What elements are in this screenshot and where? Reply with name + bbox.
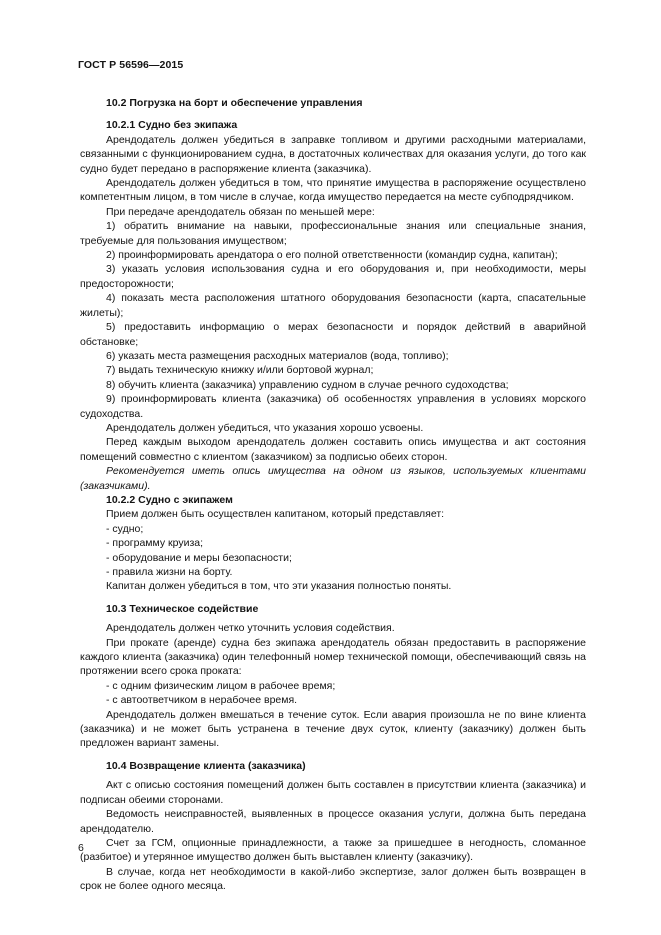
paragraph: Прием должен быть осуществлен капитаном, который представляет: [106,508,445,521]
paragraph: 6) указать места размещения расходных материалов (вода, топливо); [106,349,449,362]
paragraph: Арендодатель должен четко уточнить условия содействия. [106,622,395,635]
paragraph: Акт с описью состояния помещений должен быть составлен в присутствии клиента (заказчика) и подписан обеими сторонами. [80,779,586,806]
paragraph: 2) проинформировать арендатора о его полной ответственности (командир судна, капитан); [106,249,558,262]
paragraph: Перед каждым выходом арендодатель должен составить опись имущества и акт состояния помещений совместно с клиентом (заказчиком) за подписью обеих сторон. [80,436,586,463]
paragraph: - программу круиза; [106,537,204,550]
paragraph: 3) указать условия использования судна и его оборудования и, при необходимости, меры предосторожности; [80,263,586,290]
page-number: 6 [78,842,84,854]
paragraph: 4) показать места расположения штатного оборудования безопасности (карта, спасательные жилеты); [80,292,586,319]
section-heading: 10.2 Погрузка на борт и обеспечение управления [106,97,363,109]
paragraph: 1) обратить внимание на навыки, профессиональные знания или специальные знания, требуемые для пользования имуществом; [80,220,586,247]
paragraph: Счет за ГСМ, опционные принадлежности, а также за пришедшее в негодность, сломанное (разбитое) и утерянное имущество должен быть выставлен клиенту (заказчику). [80,836,586,864]
paragraph: Арендодатель должен убедиться в заправке топливом и другими расходными материалами, связанными с функционированием судна, в достаточных количествах для оказания услуги, до того как судно будет передано в распоряжение клиента (заказчика). [80,133,586,175]
paragraph: При передаче арендодатель обязан по меньшей мере: [106,205,375,218]
paragraph: При прокате (аренде) судна без экипажа арендодатель обязан предоставить в распоряжение каждого клиента (заказчика) один телефонный номер технической помощи, обеспечивающий связь на протяжении всего срока проката: [80,636,586,678]
paragraph: Капитан должен убедиться в том, что эти указания полностью поняты. [106,580,452,593]
paragraph: 9) проинформировать клиента (заказчика) об особенностях управления в условиях морского судоходства. [80,393,586,420]
paragraph: - оборудование и меры безопасности; [106,551,292,564]
paragraph: 7) выдать техническую книжку и/или бортовой журнал; [106,364,374,377]
paragraph: 5) предоставить информацию о мерах безопасности и порядок действий в аварийной обстановке; [80,321,586,348]
standard-header: ГОСТ Р 56596—2015 [78,59,184,71]
section-heading: 10.2.1 Судно без экипажа [106,119,238,132]
paragraph: 8) обучить клиента (заказчика) управлению судном в случае речного судоходства; [106,378,509,391]
paragraph: Рекомендуется иметь опись имущества на одном из языков, используемых клиентами (заказчиками). [80,465,586,492]
paragraph: - правила жизни на борту. [106,566,233,578]
paragraph: Арендодатель должен вмешаться в течение суток. Если авария произошла не по вине клиента (заказчика) и не может быть устранена в течение двух суток, клиенту (заказчику) должен быть предложен вариант замены. [80,708,586,750]
section-heading: 10.2.2 Судно с экипажем [106,493,233,506]
paragraph: - с автоответчиком в нерабочее время. [106,694,298,707]
section-heading: 10.3 Техническое содействие [106,602,259,615]
section-heading: 10.4 Возвращение клиента (заказчика) [106,759,306,772]
paragraph: - с одним физическим лицом в рабочее время; [106,679,336,692]
paragraph: Арендодатель должен убедиться, что указания хорошо усвоены. [106,421,424,434]
paragraph: Ведомость неисправностей, выявленных в процессе оказания услуги, должна быть передана арендодателю. [80,808,586,835]
paragraph: Арендодатель должен убедиться в том, что принятие имущества в распоряжение осуществлено компетентным лицом, в том числе в случае, когда имущество передается на месте субподрядчиком. [80,177,586,204]
document-body [80,96,586,894]
paragraph: - судно; [106,522,144,535]
paragraph: В случае, когда нет необходимости в какой-либо экспертизе, залог должен быть возвращен в срок не более одного месяца. [80,865,586,893]
